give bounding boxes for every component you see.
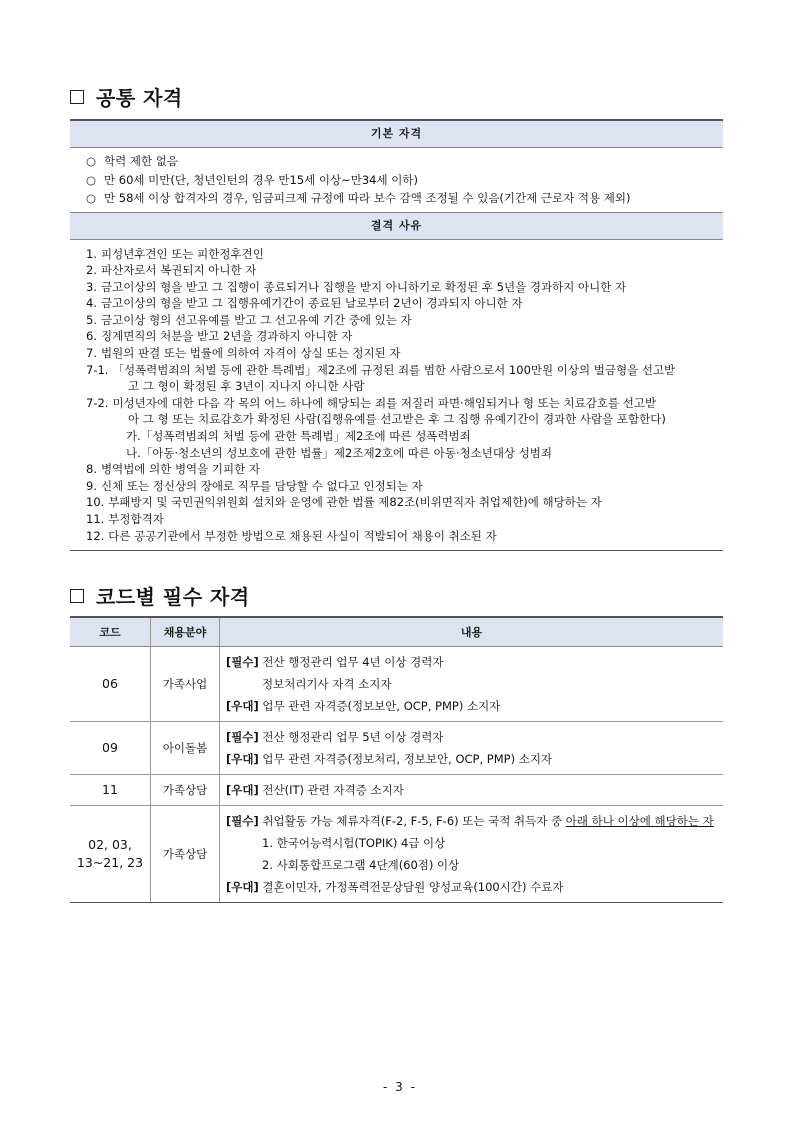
requirement-line <box>226 748 717 770</box>
item-number: 3. <box>86 279 97 294</box>
item-number: 2. <box>86 263 97 278</box>
requirement-tag: [우대] <box>226 752 259 766</box>
table-header-row <box>70 617 723 647</box>
list-item-text: 법원의 판결 또는 법률에 의하여 자격이 상실 또는 정지된 자 <box>100 346 401 361</box>
item-number: 7-1. <box>86 362 109 377</box>
requirement-line <box>226 854 717 876</box>
field-cell: 가족사업 <box>151 647 220 722</box>
requirement-underlined-text: 아래 하나 이상에 해당하는 자 <box>565 814 714 828</box>
list-item-text: 금고이상의 형을 받고 그 집행이 종료되거나 집행을 받지 아니하기로 확정된 후 5년을 경과하지 아니한 자 <box>100 279 627 294</box>
code-cell: 11 <box>70 775 151 806</box>
list-item-text: 아 그 형 또는 치료감호가 확정된 사람(집행유예를 선고받은 후 그 집행 유예기간이 경과한 사람을 포함한다) <box>128 412 666 427</box>
item-number: 6. <box>86 329 97 344</box>
list-item-text: 부정합격자 <box>108 512 164 526</box>
list-item-text: 금고이상의 형을 받고 그 집행유예기간이 종료된 날로부터 2년이 경과되지 아니한 자 <box>100 296 523 311</box>
requirement-tag: [필수] <box>226 730 259 744</box>
code-requirements-table <box>70 616 723 903</box>
list-item <box>86 295 723 312</box>
requirement-line <box>226 673 717 695</box>
list-item-text: 병역법에 의한 병역을 기피한 자 <box>100 462 261 477</box>
field-cell: 가족상담 <box>151 775 220 806</box>
column-header-content: 내용 <box>220 617 724 647</box>
basic-qualifications-header: 기본 자격 <box>70 119 723 148</box>
disqualification-header: 결격 사유 <box>70 212 723 240</box>
field-cell: 가족상담 <box>151 806 220 903</box>
list-item-text: 신체 또는 정신상의 장애로 직무를 담당할 수 없다고 인정되는 자 <box>100 478 423 493</box>
list-item <box>86 494 723 511</box>
code-cell: 06 <box>70 647 151 722</box>
list-item <box>86 189 723 208</box>
list-item <box>86 395 723 412</box>
list-item <box>86 328 723 345</box>
list-item <box>86 152 723 171</box>
content-cell <box>220 775 724 806</box>
square-bullet-icon <box>70 589 84 603</box>
list-item-text: 징계면직의 처분을 받고 2년을 경과하지 아니한 자 <box>100 329 353 344</box>
list-item <box>86 362 723 379</box>
item-number: 5. <box>86 312 97 327</box>
requirement-line <box>226 810 717 832</box>
item-number: 9. <box>86 478 97 493</box>
requirement-line <box>226 695 717 717</box>
requirement-text: 업무 관련 자격증(정보처리, 정보보안, OCP, PMP) 소지자 <box>262 752 553 766</box>
page-number: - 3 - <box>383 1080 417 1094</box>
table-body <box>70 647 723 903</box>
list-item <box>86 246 723 263</box>
requirement-tag: [우대] <box>226 699 259 713</box>
list-item <box>86 279 723 296</box>
disqualification-list <box>70 240 723 552</box>
square-bullet-icon <box>70 90 84 104</box>
list-item-text: 미성년자에 대한 다음 각 목의 어느 하나에 해당되는 죄를 저질러 파면·해임되거나 형 또는 치료감호를 선고받 <box>112 395 657 410</box>
circle-bullet-icon: ○ <box>86 172 97 187</box>
requirement-line <box>226 779 717 801</box>
section-title-text: 코드별 필수 자격 <box>96 585 250 609</box>
requirement-line <box>226 726 717 748</box>
list-item <box>86 312 723 329</box>
table-row <box>70 722 723 775</box>
section-title-text: 공통 자격 <box>96 86 183 110</box>
requirement-line <box>226 876 717 898</box>
column-header-field: 채용분야 <box>151 617 220 647</box>
list-item-text: 부패방지 및 국민권익위원회 설치와 운영에 관한 법률 제82조(비위면직자 취업제한)에 해당하는 자 <box>108 495 602 510</box>
list-item <box>86 461 723 478</box>
section-title-common <box>70 82 183 111</box>
table-row <box>70 806 723 903</box>
code-cell: 09 <box>70 722 151 775</box>
item-number: 4. <box>86 296 97 311</box>
list-item-text: 고 그 형이 확정된 후 3년이 지나지 아니한 사람 <box>128 379 365 394</box>
list-item-text: 만 60세 미만(단, 청년인턴의 경우 만15세 이상~만34세 이하) <box>104 172 418 187</box>
requirement-text: 결혼이민자, 가정폭력전문상담원 양성교육(100시간) 수료자 <box>262 880 564 894</box>
list-item <box>86 528 723 545</box>
list-item-text: 학력 제한 없음 <box>104 154 178 168</box>
table-row <box>70 775 723 806</box>
list-item-text: 파산자로서 복권되지 아니한 자 <box>100 263 257 278</box>
list-item-text: 나.「아동·청소년의 성보호에 관한 법률」제2조제2호에 따른 아동·청소년대상 성범죄 <box>126 445 553 460</box>
basic-qualifications-list <box>70 148 723 212</box>
list-item-text: 다른 공공기관에서 부정한 방법으로 채용된 사실이 적발되어 채용이 취소된 자 <box>108 528 497 543</box>
requirement-text: 2. 사회통합프로그램 4단계(60점) 이상 <box>262 858 460 872</box>
list-item <box>86 378 723 395</box>
item-number: 7. <box>86 346 97 361</box>
requirement-line <box>226 651 717 673</box>
item-number: 7-2. <box>86 395 109 410</box>
list-item-text: 피성년후견인 또는 피한정후견인 <box>100 246 264 261</box>
field-cell: 아이돌봄 <box>151 722 220 775</box>
list-item <box>86 445 723 462</box>
item-number: 8. <box>86 462 97 477</box>
common-qualifications-block <box>70 119 723 551</box>
requirement-text: 전산 행정관리 업무 5년 이상 경력자 <box>262 730 444 744</box>
circle-bullet-icon: ○ <box>86 154 97 168</box>
requirement-text: 전산 행정관리 업무 4년 이상 경력자 <box>262 655 444 669</box>
section-title-codes <box>70 581 250 610</box>
list-item-text: 만 58세 이상 합격자의 경우, 임금피크제 규정에 따라 보수 감액 조정될 수 있음(기간제 근로자 적용 제외) <box>104 191 631 205</box>
item-number: 1. <box>86 246 97 261</box>
content-cell <box>220 722 724 775</box>
column-header-code: 코드 <box>70 617 151 647</box>
requirement-tag: [필수] <box>226 814 259 828</box>
requirement-text: 1. 한국어능력시험(TOPIK) 4급 이상 <box>262 836 446 850</box>
requirement-text: 전산(IT) 관련 자격증 소지자 <box>262 783 404 797</box>
list-item <box>86 478 723 495</box>
requirement-text: 취업활동 가능 체류자격(F-2, F-5, F-6) 또는 국적 취득자 중 <box>262 814 566 828</box>
requirement-text: 업무 관련 자격증(정보보안, OCP, PMP) 소지자 <box>262 699 501 713</box>
list-item <box>86 345 723 362</box>
list-item <box>86 171 723 190</box>
item-number: 10. <box>86 495 105 510</box>
item-number: 11. <box>86 512 105 526</box>
requirement-tag: [필수] <box>226 655 259 669</box>
circle-bullet-icon: ○ <box>86 191 97 205</box>
list-item <box>86 411 723 428</box>
requirement-line <box>226 832 717 854</box>
content-cell <box>220 647 724 722</box>
list-item-text: 가.「성폭력범죄의 처벌 등에 관한 특례법」제2조에 따른 성폭력범죄 <box>126 429 471 444</box>
requirement-tag: [우대] <box>226 880 259 894</box>
list-item-text: 「성폭력범죄의 처벌 등에 관한 특례법」제2조에 규정된 죄를 범한 사람으로서 100만원 이상의 벌금형을 선고받 <box>112 362 676 377</box>
list-item <box>86 428 723 445</box>
code-cell: 02, 03, 13~21, 23 <box>70 806 151 903</box>
list-item-text: 금고이상 형의 선고유예를 받고 그 선고유예 기간 중에 있는 자 <box>100 312 412 327</box>
content-cell <box>220 806 724 903</box>
item-number: 12. <box>86 528 105 543</box>
requirement-text: 정보처리기사 자격 소지자 <box>262 677 392 691</box>
list-item <box>86 511 723 528</box>
list-item <box>86 262 723 279</box>
table-row <box>70 647 723 722</box>
requirement-tag: [우대] <box>226 783 259 797</box>
